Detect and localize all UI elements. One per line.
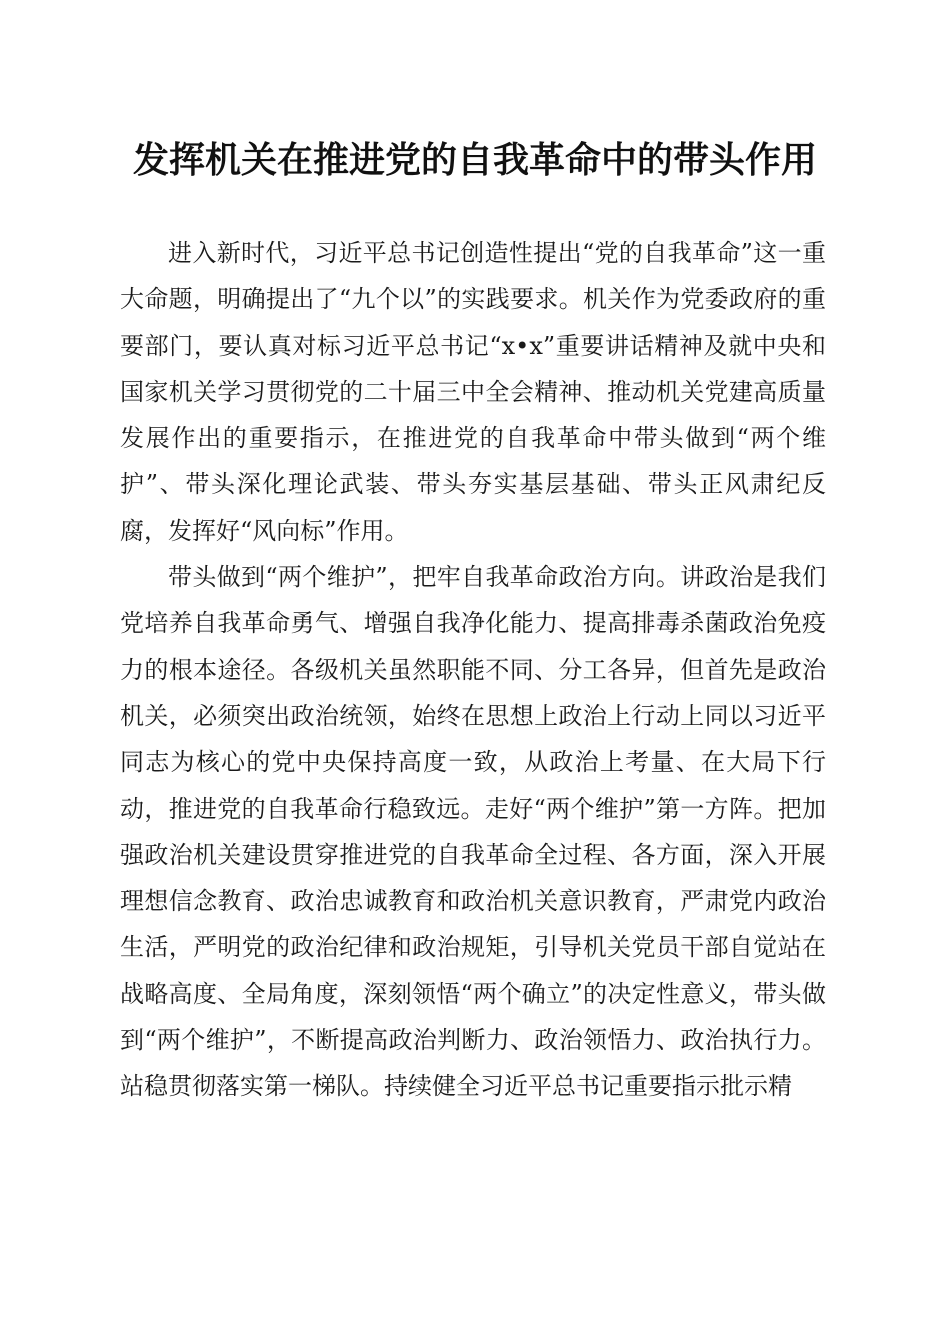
paragraph: 带头做到“两个维护”，把牢自我革命政治方向。讲政治是我们党培养自我革命勇气、增强自我净化能力、提高排毒杀菌政治免疫力的根本途径。各级机关虽然职能不同、分工各异，但首先是政治机关，必须突出政治统领，始终在思想上政治上行动上同以习近平同志为核心的党中央保持高度一致，从政治上考量、在大局下行动，推进党的自我革命行稳致远。走好“两个维护”第一方阵。把加强政治机关建设贯穿推进党的自我革命全过程、各方面，深入开展理想信念教育、政治忠诚教育和政治机关意识教育，严肃党内政治生活，严明党的政治纪律和政治规矩，引导机关党员干部自觉站在战略高度、全局角度，深刻领悟“两个确立”的决定性意义，带头做到“两个维护”，不断提高政治判断力、政治领悟力、政治执行力。站稳贯彻落实第一梯队。持续健全习近平总书记重要指示批示精 <box>120 563 826 1101</box>
document-title: 发挥机关在推进党的自我革命中的带头作用 <box>132 139 817 181</box>
document-body <box>120 230 826 1110</box>
paragraph: 进入新时代，习近平总书记创造性提出“党的自我革命”这一重大命题，明确提出了“九个以”的实践要求。机关作为党委政府的重要部门，要认真对标习近平总书记“x•x”重要讲话精神及就中央和国家机关学习贯彻党的二十届三中全会精神、推动机关党建高质量发展作出的重要指示，在推进党的自我革命中带头做到“两个维护”、带头深化理论武装、带头夯实基层基础、带头正风肃纪反腐，发挥好“风向标”作用。 <box>120 239 826 545</box>
